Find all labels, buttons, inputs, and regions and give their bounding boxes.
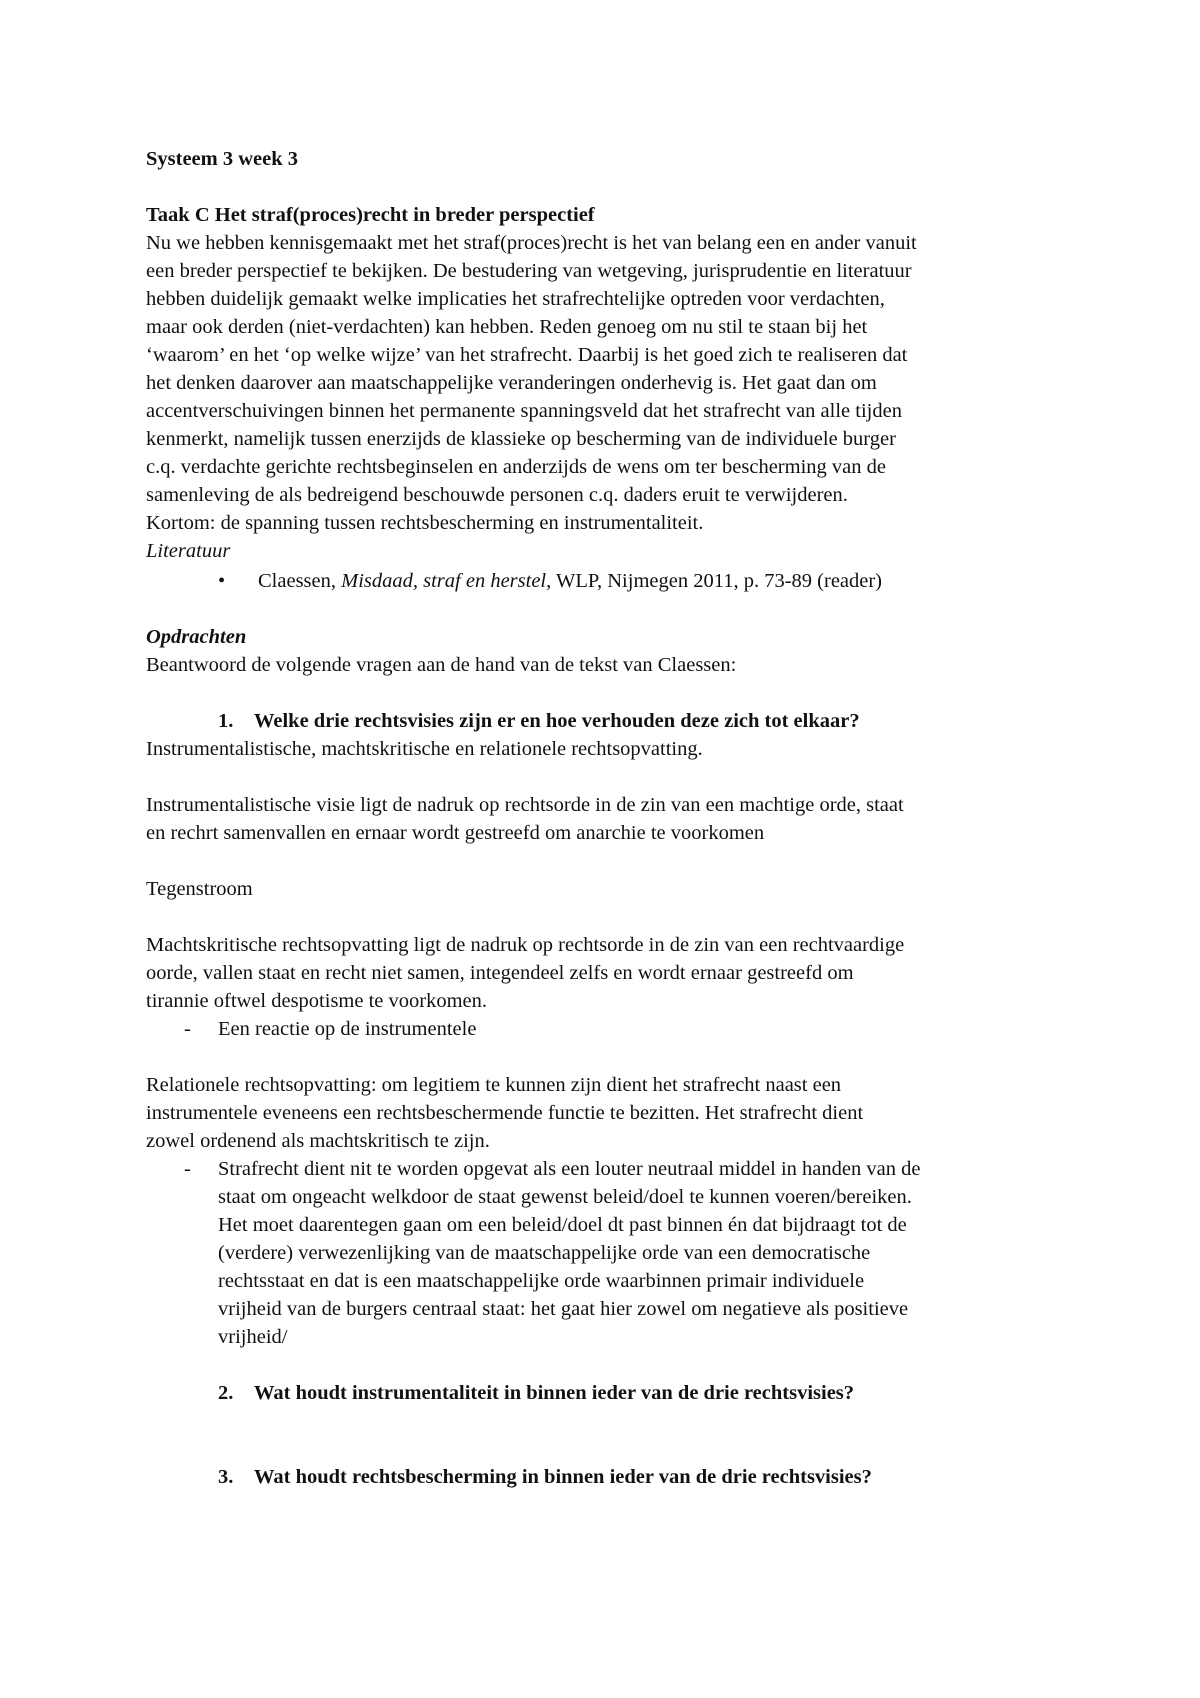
assignments-intro: Beantwoord de volgende vragen aan de hand van de tekst van Claessen: — [146, 654, 737, 676]
answer-line: instrumentele eveneens een rechtsbeschermende functie te bezitten. Het strafrecht dient — [146, 1102, 864, 1124]
dash-marker: - — [184, 1018, 191, 1040]
answer-line: tirannie oftwel despotisme te voorkomen. — [146, 990, 488, 1012]
question-number: 3. — [218, 1466, 234, 1488]
bullet-icon: • — [218, 570, 226, 592]
dash-text: Een reactie op de instrumentele — [218, 1018, 477, 1040]
question-text: Wat houdt instrumentaliteit in binnen ieder van de drie rechtsvisies? — [254, 1382, 855, 1404]
intro-line: c.q. verdachte gerichte rechtsbeginselen en anderzijds de wens om ter bescherming van de — [146, 456, 886, 478]
dash-line: Het moet daarentegen gaan om een beleid/doel dt past binnen én dat bijdraagt tot de — [218, 1214, 907, 1236]
spacer — [146, 847, 1066, 875]
dash-line: staat om ongeacht welkdoor de staat gewenst beleid/doel te kunnen voeren/bereiken. — [218, 1186, 912, 1208]
dash-line: vrijheid van de burgers centraal staat: het gaat hier zowel om negatieve als positieve — [218, 1298, 909, 1320]
answer-line: zowel ordenend als machtskritisch te zijn. — [146, 1130, 490, 1152]
intro-line: samenleving de als bedreigend beschouwde personen c.q. daders eruit te verwijderen. — [146, 484, 848, 506]
answer-line: en rechrt samenvallen en ernaar wordt gestreefd om anarchie te voorkomen — [146, 822, 765, 844]
answer-line: Machtskritische rechtsopvatting ligt de nadruk op rechtsorde in de zin van een rechtvaardige — [146, 934, 905, 956]
answer-line: oorde, vallen staat en recht niet samen, integendeel zelfs en wordt ernaar gestreefd om — [146, 962, 854, 984]
question-number: 2. — [218, 1382, 234, 1404]
literature-work: Misdaad, straf en herstel — [341, 570, 547, 592]
intro-line: het denken daarover aan maatschappelijke veranderingen onderhevig is. Het gaat dan om — [146, 372, 877, 394]
dash-item — [146, 1155, 1066, 1351]
question-text: Wat houdt rechtsbescherming in binnen ieder van de drie rechtsvisies? — [254, 1466, 872, 1488]
answer-line: Instrumentalistische visie ligt de nadruk op rechtsorde in de zin van een machtige orde, staat — [146, 794, 904, 816]
dash-line: Strafrecht dient nit te worden opgevat als een louter neutraal middel in handen van de — [218, 1158, 921, 1180]
literature-label: Literatuur — [146, 540, 231, 562]
answer-machtskritisch — [146, 931, 1066, 1015]
spacer — [146, 763, 1066, 791]
dash-line: vrijheid/ — [218, 1326, 288, 1348]
question-1 — [146, 707, 1066, 735]
question-number: 1. — [218, 710, 234, 732]
spacer — [146, 595, 1066, 623]
intro-line: ‘waarom’ en het ‘op welke wijze’ van het strafrecht. Daarbij is het goed zich te realiseren dat — [146, 344, 908, 366]
dash-line: (verdere) verwezenlijking van de maatschappelijke orde van een democratische — [218, 1242, 871, 1264]
spacer — [146, 679, 1066, 707]
intro-line: een breder perspectief te bekijken. De bestudering van wetgeving, jurisprudentie en literatuur — [146, 260, 912, 282]
question-3 — [146, 1463, 1066, 1491]
intro-line: Nu we hebben kennisgemaakt met het straf(proces)recht is het van belang een en ander vanuit — [146, 232, 917, 254]
dash-line: rechtsstaat en dat is een maatschappelijke orde waarbinnen primair individuele — [218, 1270, 865, 1292]
answer-relationeel — [146, 1071, 1066, 1155]
literature-list — [146, 567, 1066, 595]
question-text: Welke drie rechtsvisies zijn er en hoe verhouden deze zich tot elkaar? — [254, 710, 860, 732]
answer-line: Relationele rechtsopvatting: om legitiem te kunnen zijn dient het strafrecht naast een — [146, 1074, 842, 1096]
intro-line: maar ook derden (niet-verdachten) kan hebben. Reden genoeg om nu stil te staan bij het — [146, 316, 868, 338]
answer-summary: Instrumentalistische, machtskritische en relationele rechtsopvatting. — [146, 738, 703, 760]
answer-tegenstroom: Tegenstroom — [146, 878, 253, 900]
literature-details: , WLP, Nijmegen 2011, p. 73-89 (reader) — [546, 570, 883, 592]
document-page — [146, 145, 1066, 1491]
literature-author: Claessen, — [258, 570, 342, 592]
intro-line: Kortom: de spanning tussen rechtsbescherming en instrumentaliteit. — [146, 512, 704, 534]
dash-item — [146, 1015, 1066, 1043]
spacer — [146, 903, 1066, 931]
document-title: Systeem 3 week 3 — [146, 148, 299, 170]
dash-marker: - — [184, 1158, 191, 1180]
spacer — [146, 1043, 1066, 1071]
question-2 — [146, 1379, 1066, 1407]
literature-item — [146, 567, 1066, 595]
intro-line: accentverschuivingen binnen het permanente spanningsveld dat het strafrecht van alle tijden — [146, 400, 902, 422]
assignments-label: Opdrachten — [146, 626, 247, 648]
intro-paragraph — [146, 229, 1066, 537]
spacer — [146, 1407, 1066, 1435]
spacer — [146, 1351, 1066, 1379]
task-title: Taak C Het straf(proces)recht in breder perspectief — [146, 204, 595, 226]
answer-instrumental — [146, 791, 1066, 847]
spacer — [146, 1435, 1066, 1463]
intro-line: kenmerkt, namelijk tussen enerzijds de klassieke op bescherming van de individuele burger — [146, 428, 896, 450]
intro-line: hebben duidelijk gemaakt welke implicaties het strafrechtelijke optreden voor verdachten, — [146, 288, 885, 310]
